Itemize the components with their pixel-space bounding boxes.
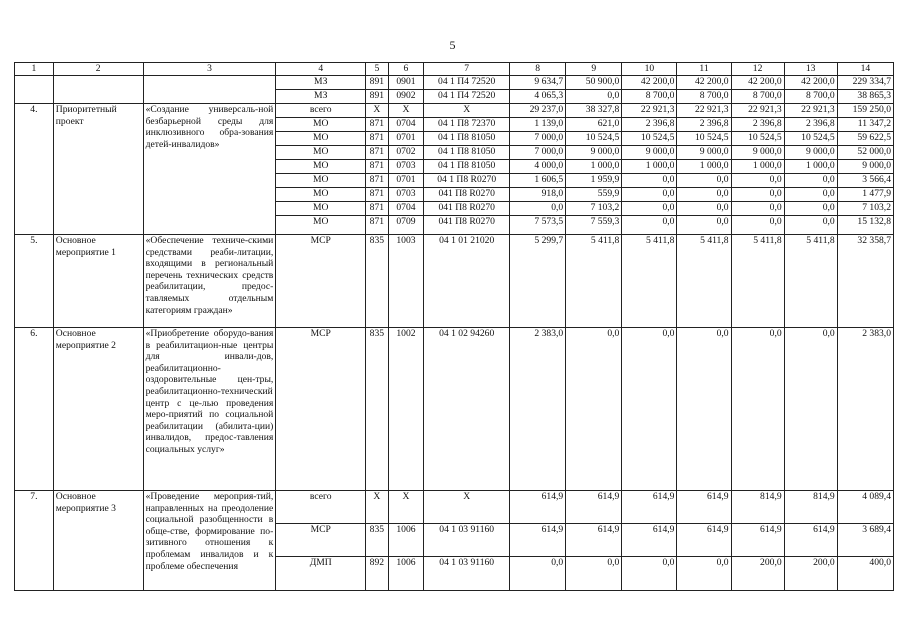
value-cell: 0,0 (622, 202, 677, 216)
value-cell: 0,0 (677, 328, 731, 491)
column-number: 12 (731, 63, 784, 76)
value-cell: 614,9 (622, 524, 677, 557)
value-cell: 5 411,8 (622, 235, 677, 328)
value-cell: 9 000,0 (622, 146, 677, 160)
target-article-cell: 04 1 П8 72370 (424, 118, 510, 132)
value-cell: 1 139,0 (510, 118, 566, 132)
item-description-cell: «Приобретение оборудо-вания в реабилитацион-ные центры для инвали-дов, реабилитационно-оздоровительные цен-тры, реабилитационно-технический центр с це-лью проведения меро-приятий по социальной реабилитации (абилита-ции) инвалидов, предос-тавления социальных услуг» (143, 328, 276, 491)
total-value-cell: 52 000,0 (837, 146, 893, 160)
value-cell: 4 000,0 (510, 160, 566, 174)
value-cell: 50 900,0 (566, 76, 622, 90)
table-row (15, 328, 894, 491)
section-code-cell: 0701 (388, 174, 424, 188)
value-cell: 10 524,5 (677, 132, 731, 146)
column-number: 5 (366, 63, 388, 76)
section-code-cell: 1003 (388, 235, 424, 328)
item-number-cell: 5. (15, 235, 54, 328)
value-cell: 42 200,0 (784, 76, 837, 90)
value-cell: 0,0 (784, 174, 837, 188)
item-name-cell: Основное мероприятие 1 (53, 235, 143, 328)
grbs-code-cell: 835 (366, 524, 388, 557)
grbs-code-cell: 891 (366, 76, 388, 90)
value-cell: 38 327,8 (566, 104, 622, 118)
value-cell: 10 524,5 (622, 132, 677, 146)
value-cell: 10 524,5 (566, 132, 622, 146)
executor-cell: МО (276, 146, 366, 160)
value-cell: 0,0 (566, 90, 622, 104)
value-cell: 0,0 (731, 174, 784, 188)
value-cell: 10 524,5 (784, 132, 837, 146)
value-cell: 1 000,0 (731, 160, 784, 174)
executor-cell: ДМП (276, 557, 366, 591)
page-number: 5 (449, 38, 456, 52)
executor-cell: МО (276, 132, 366, 146)
executor-cell: МО (276, 188, 366, 202)
target-article-cell: 04 1 П8 R0270 (424, 174, 510, 188)
section-code-cell: 0902 (388, 90, 424, 104)
executor-cell: МСР (276, 328, 366, 491)
value-cell: 559,9 (566, 188, 622, 202)
value-cell: 5 411,8 (784, 235, 837, 328)
grbs-code-cell: 891 (366, 90, 388, 104)
section-code-cell: 0703 (388, 188, 424, 202)
value-cell: 5 411,8 (566, 235, 622, 328)
value-cell: 42 200,0 (731, 76, 784, 90)
value-cell: 621,0 (566, 118, 622, 132)
section-code-cell: 1002 (388, 328, 424, 491)
grbs-code-cell: 871 (366, 174, 388, 188)
value-cell: 8 700,0 (784, 90, 837, 104)
grbs-code-cell: 871 (366, 160, 388, 174)
item-number-cell (15, 76, 54, 104)
grbs-code-cell: 871 (366, 216, 388, 235)
executor-cell: МО (276, 202, 366, 216)
value-cell: 5 411,8 (731, 235, 784, 328)
value-cell: 8 700,0 (677, 90, 731, 104)
value-cell: 42 200,0 (677, 76, 731, 90)
column-number: 9 (566, 63, 622, 76)
total-value-cell: 159 250,0 (837, 104, 893, 118)
column-number: 3 (143, 63, 276, 76)
grbs-code-cell: 835 (366, 328, 388, 491)
total-value-cell: 3 566,4 (837, 174, 893, 188)
target-article-cell: X (424, 104, 510, 118)
value-cell: 0,0 (784, 328, 837, 491)
value-cell: 0,0 (677, 202, 731, 216)
column-number: 6 (388, 63, 424, 76)
column-number: 13 (784, 63, 837, 76)
grbs-code-cell: 871 (366, 146, 388, 160)
value-cell: 918,0 (510, 188, 566, 202)
total-value-cell: 400,0 (837, 557, 893, 591)
value-cell: 0,0 (731, 216, 784, 235)
value-cell: 9 000,0 (677, 146, 731, 160)
value-cell: 29 237,0 (510, 104, 566, 118)
total-value-cell: 1 477,9 (837, 188, 893, 202)
section-code-cell: X (388, 104, 424, 118)
column-number: 1 (15, 63, 54, 76)
target-article-cell: 04 1 02 94260 (424, 328, 510, 491)
total-value-cell: 7 103,2 (837, 202, 893, 216)
total-value-cell: 38 865,3 (837, 90, 893, 104)
budget-table (14, 62, 894, 591)
executor-cell: всего (276, 491, 366, 524)
column-number: 10 (622, 63, 677, 76)
value-cell: 0,0 (510, 557, 566, 591)
section-code-cell: 0704 (388, 118, 424, 132)
executor-cell: всего (276, 104, 366, 118)
section-code-cell: X (388, 491, 424, 524)
column-number: 4 (276, 63, 366, 76)
section-code-cell: 0702 (388, 146, 424, 160)
total-value-cell: 59 622,5 (837, 132, 893, 146)
value-cell: 0,0 (677, 216, 731, 235)
section-code-cell: 0703 (388, 160, 424, 174)
section-code-cell: 0704 (388, 202, 424, 216)
value-cell: 0,0 (622, 174, 677, 188)
value-cell: 22 921,3 (677, 104, 731, 118)
value-cell: 22 921,3 (784, 104, 837, 118)
value-cell: 7 559,3 (566, 216, 622, 235)
value-cell: 614,9 (510, 491, 566, 524)
value-cell: 814,9 (731, 491, 784, 524)
item-number-cell: 7. (15, 491, 54, 591)
target-article-cell: 04 1 П4 72520 (424, 90, 510, 104)
value-cell: 7 000,0 (510, 146, 566, 160)
target-article-cell: 04 1 П8 81050 (424, 132, 510, 146)
target-article-cell: 04 1 01 21020 (424, 235, 510, 328)
value-cell: 5 411,8 (677, 235, 731, 328)
item-name-cell: Основное мероприятие 2 (53, 328, 143, 491)
value-cell: 0,0 (731, 202, 784, 216)
value-cell: 7 000,0 (510, 132, 566, 146)
value-cell: 200,0 (784, 557, 837, 591)
value-cell: 2 383,0 (510, 328, 566, 491)
grbs-code-cell: 871 (366, 188, 388, 202)
total-value-cell: 3 689,4 (837, 524, 893, 557)
value-cell: 1 000,0 (677, 160, 731, 174)
executor-cell: МО (276, 174, 366, 188)
grbs-code-cell: X (366, 491, 388, 524)
value-cell: 614,9 (731, 524, 784, 557)
table-row (15, 491, 894, 524)
value-cell: 200,0 (731, 557, 784, 591)
item-description-cell: «Проведение мероприя-тий, направленных на преодоление социальной разобщенности в обще-стве, формирование по-зитивного отношения к проблемам инвалидов и к проблеме обеспечения (143, 491, 276, 591)
value-cell: 9 000,0 (784, 146, 837, 160)
value-cell: 0,0 (622, 328, 677, 491)
target-article-cell: X (424, 491, 510, 524)
target-article-cell: 04 1 П8 81050 (424, 160, 510, 174)
value-cell: 2 396,8 (622, 118, 677, 132)
section-code-cell: 0709 (388, 216, 424, 235)
column-number: 7 (424, 63, 510, 76)
value-cell: 0,0 (731, 188, 784, 202)
value-cell: 0,0 (731, 328, 784, 491)
section-code-cell: 1006 (388, 524, 424, 557)
value-cell: 614,9 (784, 524, 837, 557)
table-body (15, 63, 894, 591)
value-cell: 9 000,0 (731, 146, 784, 160)
executor-cell: МО (276, 160, 366, 174)
value-cell: 8 700,0 (731, 90, 784, 104)
column-number: 14 (837, 63, 893, 76)
value-cell: 5 299,7 (510, 235, 566, 328)
total-value-cell: 2 383,0 (837, 328, 893, 491)
total-value-cell: 229 334,7 (837, 76, 893, 90)
executor-cell: МО (276, 216, 366, 235)
value-cell: 0,0 (566, 328, 622, 491)
value-cell: 614,9 (566, 491, 622, 524)
total-value-cell: 15 132,8 (837, 216, 893, 235)
value-cell: 0,0 (677, 557, 731, 591)
value-cell: 0,0 (622, 216, 677, 235)
value-cell: 42 200,0 (622, 76, 677, 90)
value-cell: 1 959,9 (566, 174, 622, 188)
value-cell: 2 396,8 (784, 118, 837, 132)
target-article-cell: 041 П8 R0270 (424, 216, 510, 235)
column-number: 2 (53, 63, 143, 76)
section-code-cell: 0901 (388, 76, 424, 90)
item-description-cell (143, 76, 276, 104)
column-number: 8 (510, 63, 566, 76)
total-value-cell: 11 347,2 (837, 118, 893, 132)
value-cell: 1 000,0 (784, 160, 837, 174)
target-article-cell: 04 1 03 91160 (424, 524, 510, 557)
column-number-row (15, 63, 894, 76)
target-article-cell: 04 1 03 91160 (424, 557, 510, 591)
value-cell: 814,9 (784, 491, 837, 524)
value-cell: 614,9 (566, 524, 622, 557)
value-cell: 0,0 (784, 202, 837, 216)
value-cell: 4 065,3 (510, 90, 566, 104)
value-cell: 9 000,0 (566, 146, 622, 160)
grbs-code-cell: 871 (366, 132, 388, 146)
total-value-cell: 4 089,4 (837, 491, 893, 524)
section-code-cell: 1006 (388, 557, 424, 591)
section-code-cell: 0701 (388, 132, 424, 146)
value-cell: 22 921,3 (731, 104, 784, 118)
executor-cell: МЗ (276, 90, 366, 104)
executor-cell: МСР (276, 524, 366, 557)
grbs-code-cell: 871 (366, 118, 388, 132)
value-cell: 0,0 (784, 216, 837, 235)
grbs-code-cell: X (366, 104, 388, 118)
value-cell: 0,0 (677, 174, 731, 188)
total-value-cell: 32 358,7 (837, 235, 893, 328)
executor-cell: МО (276, 118, 366, 132)
target-article-cell: 04 1 П8 81050 (424, 146, 510, 160)
value-cell: 0,0 (622, 188, 677, 202)
value-cell: 7 103,2 (566, 202, 622, 216)
value-cell: 8 700,0 (622, 90, 677, 104)
value-cell: 614,9 (622, 491, 677, 524)
item-name-cell (53, 76, 143, 104)
item-description-cell: «Создание универсаль-ной безбарьерной среды для инклюзивного обра-зования детей-инвалидов» (143, 104, 276, 235)
value-cell: 0,0 (566, 557, 622, 591)
column-number: 11 (677, 63, 731, 76)
total-value-cell: 9 000,0 (837, 160, 893, 174)
value-cell: 0,0 (677, 188, 731, 202)
target-article-cell: 04 1 П4 72520 (424, 76, 510, 90)
value-cell: 0,0 (622, 557, 677, 591)
item-name-cell: Приоритетный проект (53, 104, 143, 235)
value-cell: 0,0 (784, 188, 837, 202)
table-row (15, 235, 894, 328)
value-cell: 7 573,5 (510, 216, 566, 235)
grbs-code-cell: 835 (366, 235, 388, 328)
item-number-cell: 6. (15, 328, 54, 491)
executor-cell: МСР (276, 235, 366, 328)
value-cell: 0,0 (510, 202, 566, 216)
table-row (15, 76, 894, 90)
executor-cell: МЗ (276, 76, 366, 90)
value-cell: 614,9 (510, 524, 566, 557)
item-number-cell: 4. (15, 104, 54, 235)
value-cell: 614,9 (677, 524, 731, 557)
value-cell: 2 396,8 (677, 118, 731, 132)
grbs-code-cell: 871 (366, 202, 388, 216)
value-cell: 1 000,0 (566, 160, 622, 174)
value-cell: 1 606,5 (510, 174, 566, 188)
target-article-cell: 041 П8 R0270 (424, 188, 510, 202)
grbs-code-cell: 892 (366, 557, 388, 591)
target-article-cell: 041 П8 R0270 (424, 202, 510, 216)
value-cell: 9 634,7 (510, 76, 566, 90)
value-cell: 10 524,5 (731, 132, 784, 146)
value-cell: 1 000,0 (622, 160, 677, 174)
item-description-cell: «Обеспечение техниче-скими средствами реаби-литации, входящими в региональный перечень технических средств реабилитации, предос-тавляемых отдельным категориям граждан» (143, 235, 276, 328)
value-cell: 2 396,8 (731, 118, 784, 132)
value-cell: 22 921,3 (622, 104, 677, 118)
value-cell: 614,9 (677, 491, 731, 524)
table-row (15, 104, 894, 118)
item-name-cell: Основное мероприятие 3 (53, 491, 143, 591)
